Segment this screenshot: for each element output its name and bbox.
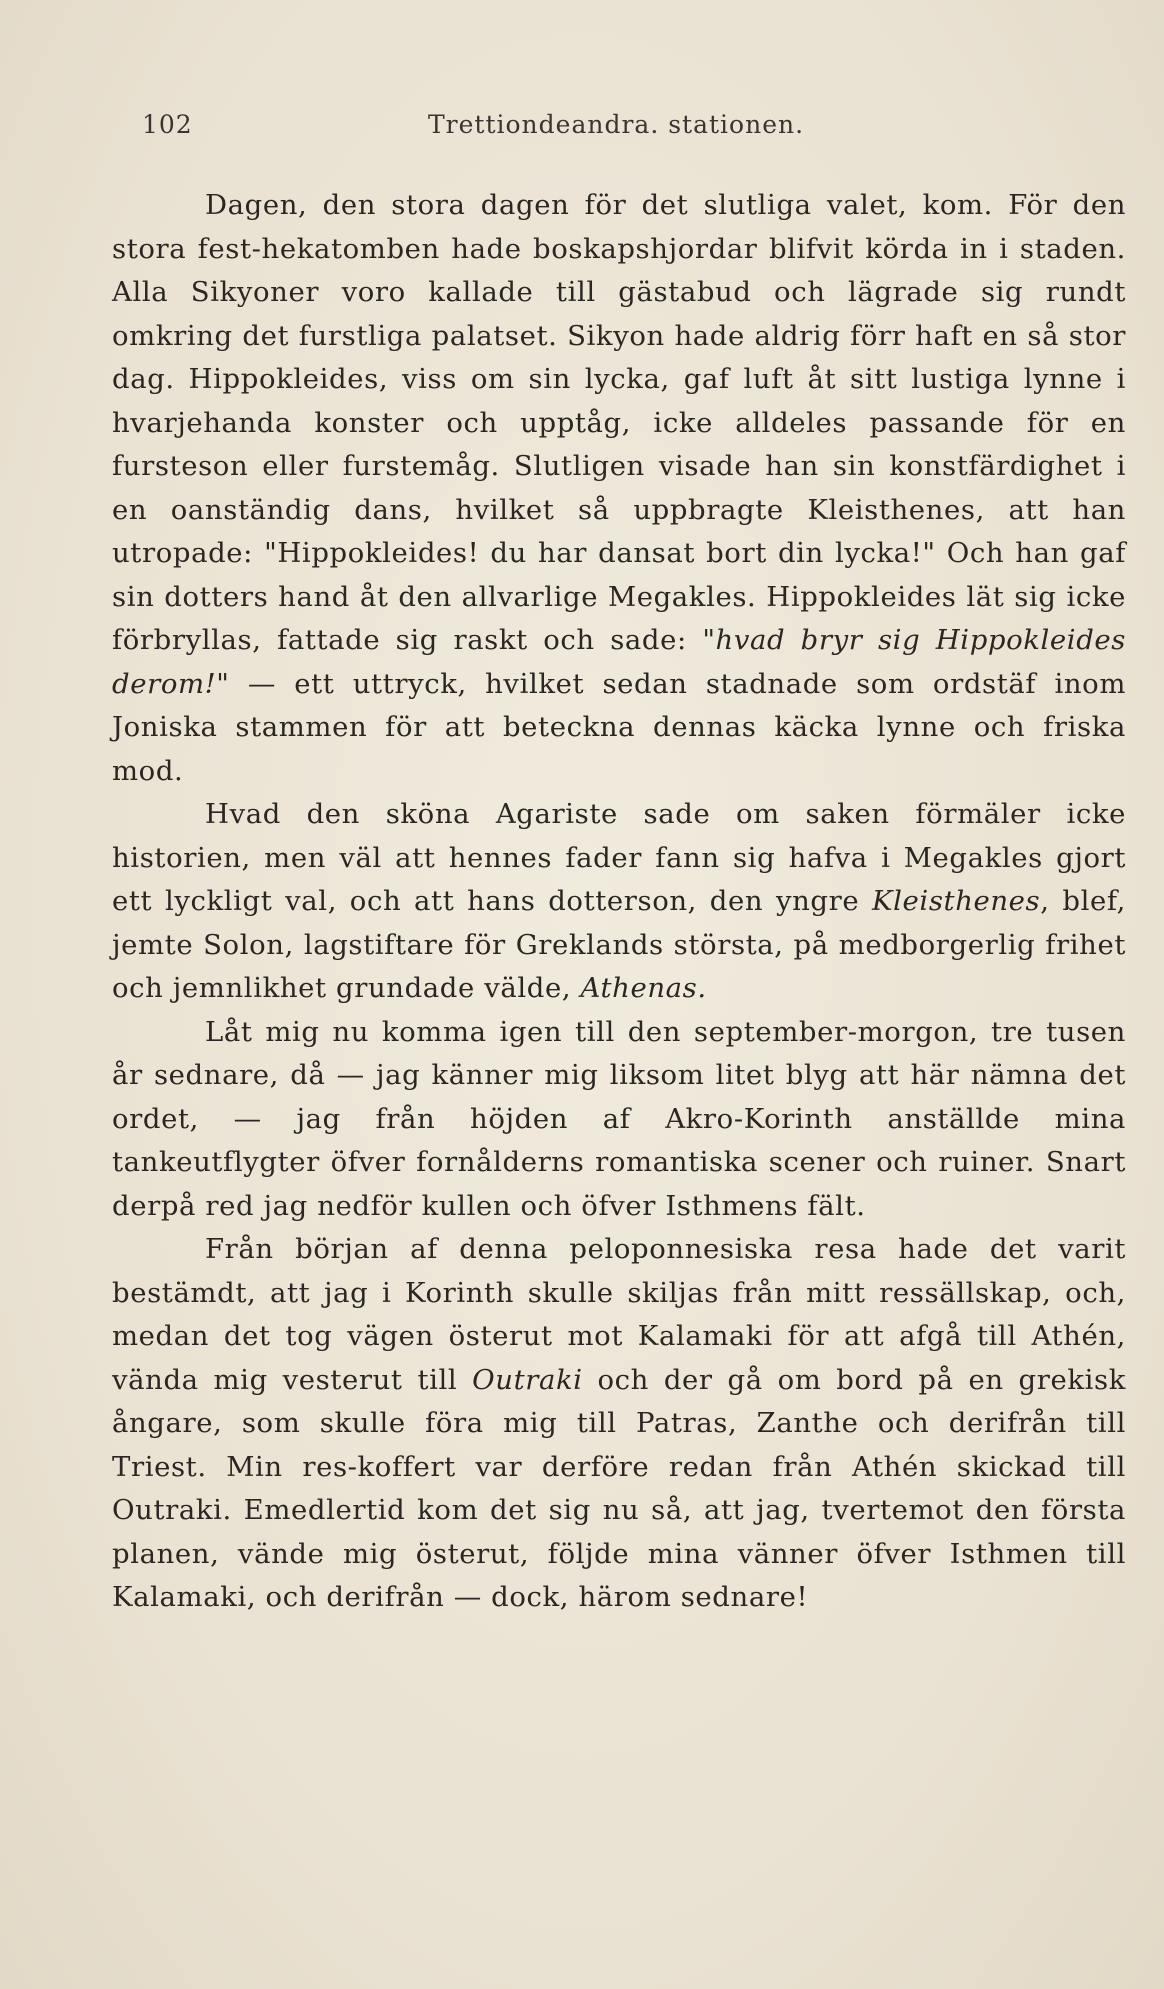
page-number: 102 [142,110,193,139]
paragraph [112,1228,1126,1620]
italic-name: Athenas. [580,972,707,1004]
text-segment: Låt mig nu komma igen till den september-morgon, tre tusen år sednare, då — jag känner mig liksom litet blyg att här nämna det ordet, — jag från höjden af Akro-Korinth anställde mina tankeutflygter öfver fornålderns romantiska scener och ruiner. Snart derpå red jag nedför kullen och öfver Isthmens fält. [112,1015,1126,1222]
paragraph [112,184,1126,793]
page-header [112,110,1126,150]
text-segment: Från början af denna peloponnesiska resa hade det varit bestämdt, att jag i Korinth skulle skiljas från mitt ressällskap, och, medan det tog vägen österut mot Kalamaki för att afgå till Athén, vända mig vesterut till [112,1233,1126,1396]
italic-quote: "hvad bryr sig Hippokleides derom!" [112,624,1126,700]
text-segment: Dagen, den stora dagen för det slutliga valet, kom. För den stora fest-hekatomben hade boskapshjordar blifvit körda in i staden. Alla Sikyoner voro kallade till gästabud och lägrade sig rundt omkring det furstliga palatset. Sikyon hade aldrig förr haft en så stor dag. Hippokleides, viss om sin lycka, gaf luft åt sitt lustiga lynne i hvarjehanda konster och upptåg, icke alldeles passande för en fursteson eller furstemåg. Slutligen visade han sin konstfärdighet i en oanständig dans, hvilket så uppbragte Kleisthenes, att han utropade: "Hippokleides! du har dansat bort din lycka!" Och han gaf sin dotters hand åt den allvarlige Megakles. Hippokleides lät sig icke förbryllas, fattade sig raskt och sade: [112,189,1126,656]
running-title: Trettiondeandra. stationen. [428,110,805,139]
italic-name: Kleisthenes [872,885,1041,917]
italic-place: Outraki [472,1363,583,1396]
paragraph [112,793,1126,1011]
body-text [112,184,1126,1620]
text-segment: och der gå om bord på en grekisk ångare, som skulle föra mig till Patras, Zanthe och derifrån till Triest. Min res-koffert var derföre redan från Athén skickad till Outraki. Emedlertid kom det sig nu så, att jag, tvertemot den första planen, vände mig österut, följde mina vänner öfver Isthmen till Kalamaki, och derifrån — dock, härom sednare! [112,1363,1126,1613]
text-segment: Hvad den sköna Agariste sade om saken förmäler icke historien, men väl att hennes fader fann sig hafva i Megakles gjort ett lyckligt val, och att hans dotterson, den yngre [112,798,1126,917]
paragraph [112,1011,1126,1229]
text-segment: — ett uttryck, hvilket sedan stadnade som ordstäf inom Joniska stammen för att beteckna dennas käcka lynne och friska mod. [112,667,1126,787]
text-segment: , blef, jemte Solon, lagstiftare för Greklands största, på medborgerlig frihet och jemnlikhet grundade välde, [112,885,1127,1004]
